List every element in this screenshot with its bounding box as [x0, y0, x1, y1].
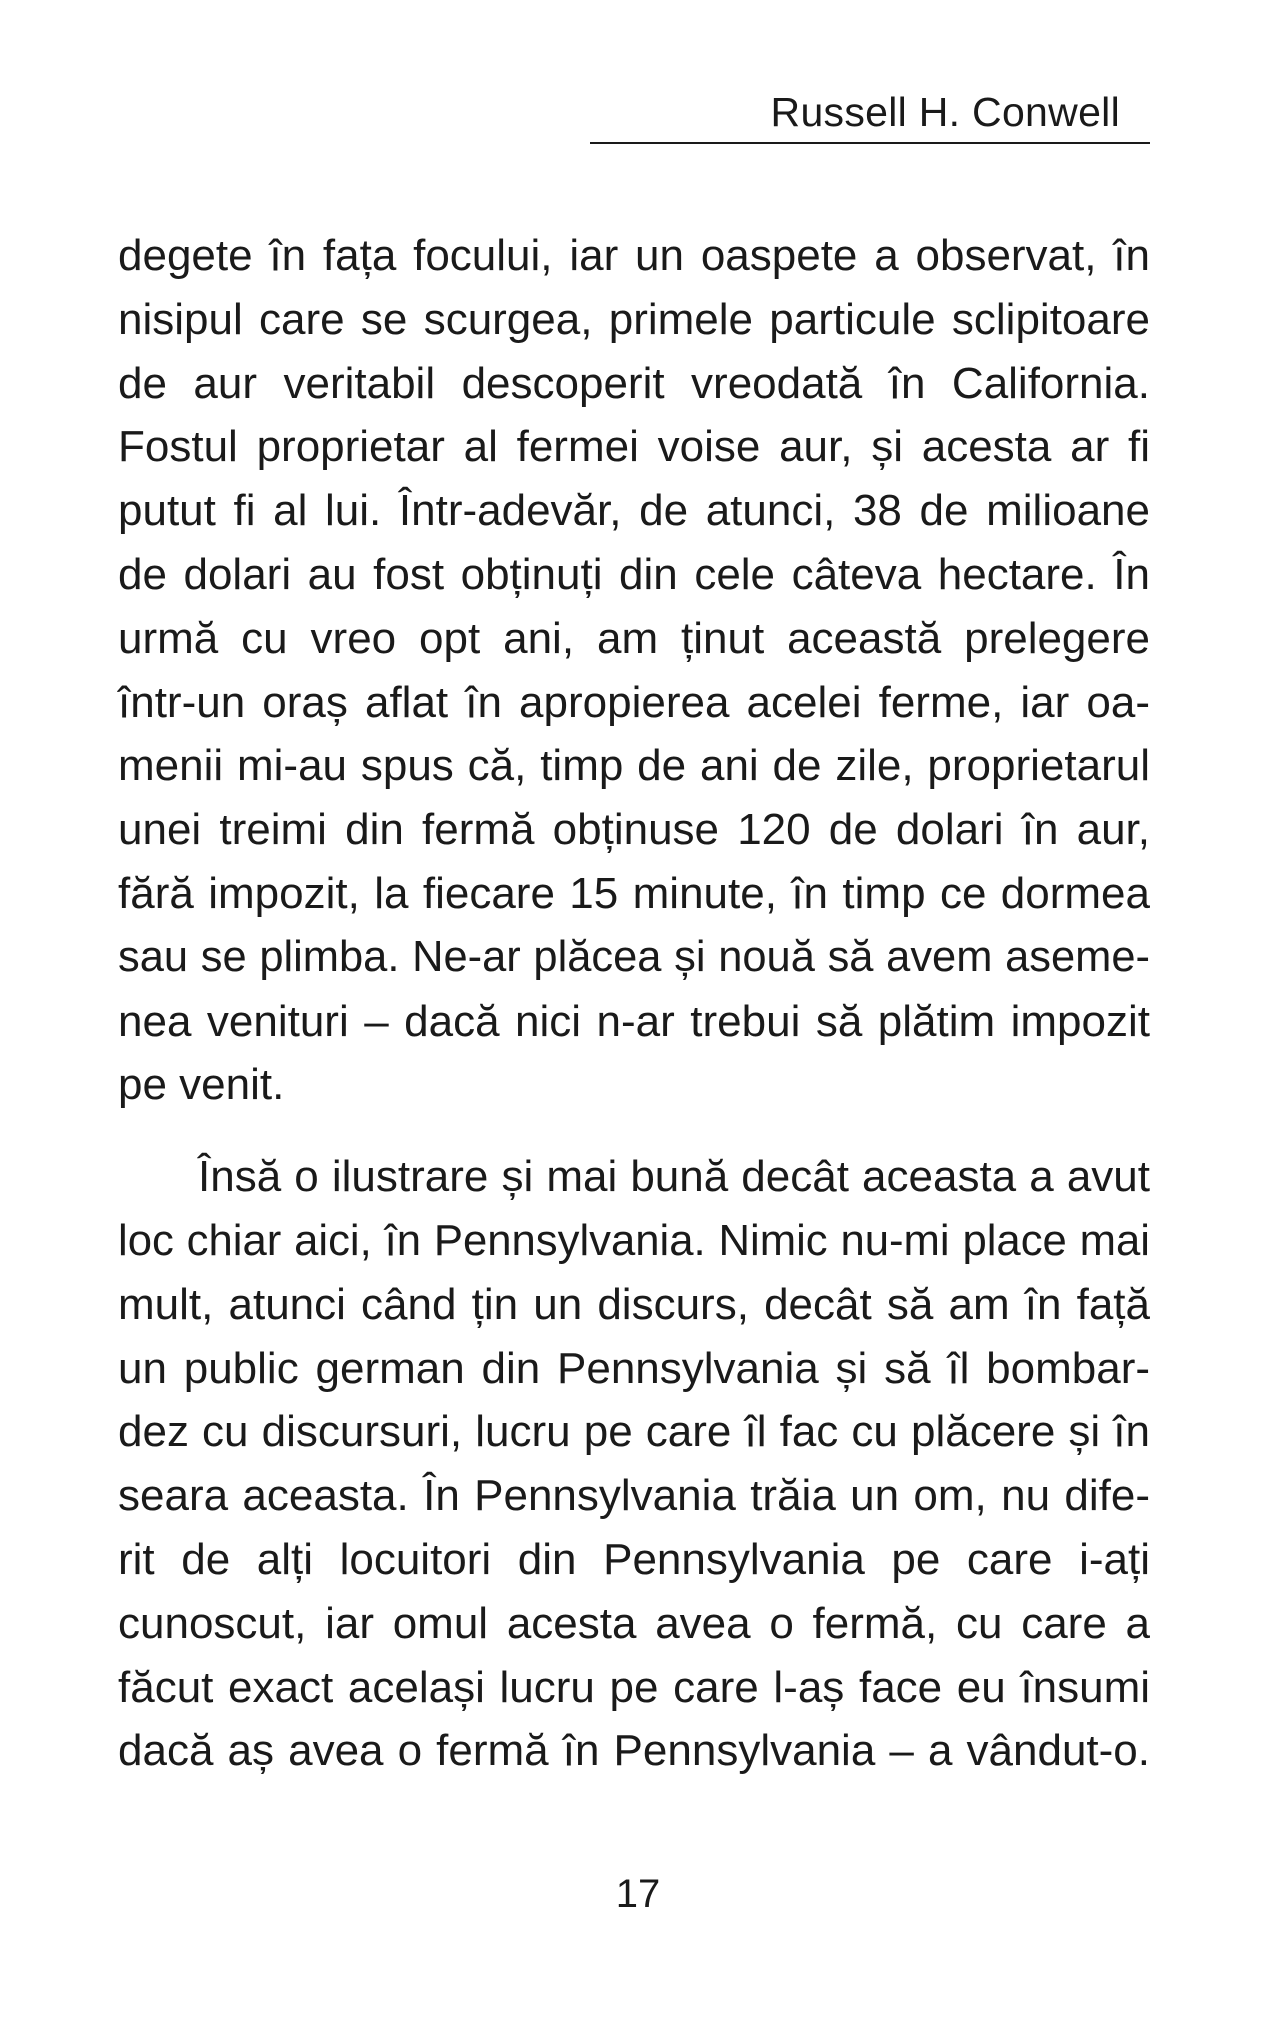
- text-line: degete în fața focului, iar un oaspete a observat, în: [118, 231, 1150, 280]
- text-line: Însă o ilustrare și mai bună decât aceasta a avut: [198, 1152, 1150, 1202]
- page-number: 17: [615, 1872, 661, 1916]
- text-line: urmă cu vreo opt ani, am ținut această prelegere: [118, 613, 1150, 663]
- text-line: pe venit.: [118, 1060, 285, 1110]
- text-line: de aur veritabil descoperit vreodată în California.: [118, 358, 1150, 408]
- text-line: într-un oraș aflat în apropierea acelei ferme, iar oa-: [118, 677, 1150, 727]
- text-line: seara aceasta. În Pennsylvania trăia un om, nu dife-: [118, 1471, 1150, 1521]
- body-text: [118, 224, 1150, 1783]
- paragraph-2: [118, 1145, 1150, 1783]
- text-line: dez cu discursuri, lucru pe care îl fac cu plăcere și în: [118, 1407, 1150, 1457]
- header-rule: [590, 142, 1150, 144]
- text-line: fără impozit, la fiecare 15 minute, în timp ce dormea: [118, 868, 1150, 918]
- text-line: de dolari au fost obținuți din cele câteva hectare. În: [118, 549, 1150, 599]
- text-line: Fostul proprietar al fermei voise aur, și acesta ar fi: [118, 422, 1150, 472]
- text-line: unei treimi din fermă obținuse 120 de dolari în aur,: [118, 805, 1150, 855]
- paragraph-1: [118, 224, 1150, 1117]
- text-line: nisipul care se scurgea, primele particule sclipitoare: [118, 294, 1150, 344]
- text-line: cunoscut, iar omul acesta avea o fermă, cu care a: [118, 1598, 1150, 1648]
- text-line: putut fi al lui. Într-adevăr, de atunci, 38 de milioane: [118, 486, 1150, 536]
- text-line: dacă aș avea o fermă în Pennsylvania – a vândut-o.: [118, 1726, 1150, 1776]
- text-line: sau se plimba. Ne-ar plăcea și nouă să avem aseme-: [118, 932, 1150, 981]
- text-line: loc chiar aici, în Pennsylvania. Nimic nu-mi place mai: [118, 1215, 1150, 1265]
- text-line: menii mi-au spus că, timp de ani de zile, proprietarul: [118, 741, 1150, 791]
- text-line: mult, atunci când țin un discurs, decât să am în față: [118, 1279, 1150, 1329]
- text-line: rit de alți locuitori din Pennsylvania pe care i-ați: [118, 1534, 1150, 1584]
- text-line: un public german din Pennsylvania și să îl bombar-: [118, 1343, 1150, 1393]
- running-head-author: Russell H. Conwell: [770, 89, 1120, 135]
- text-line: făcut exact același lucru pe care l-aș face eu însumi: [118, 1662, 1150, 1712]
- text-line: nea venituri – dacă nici n-ar trebui să plătim impozit: [118, 996, 1150, 1046]
